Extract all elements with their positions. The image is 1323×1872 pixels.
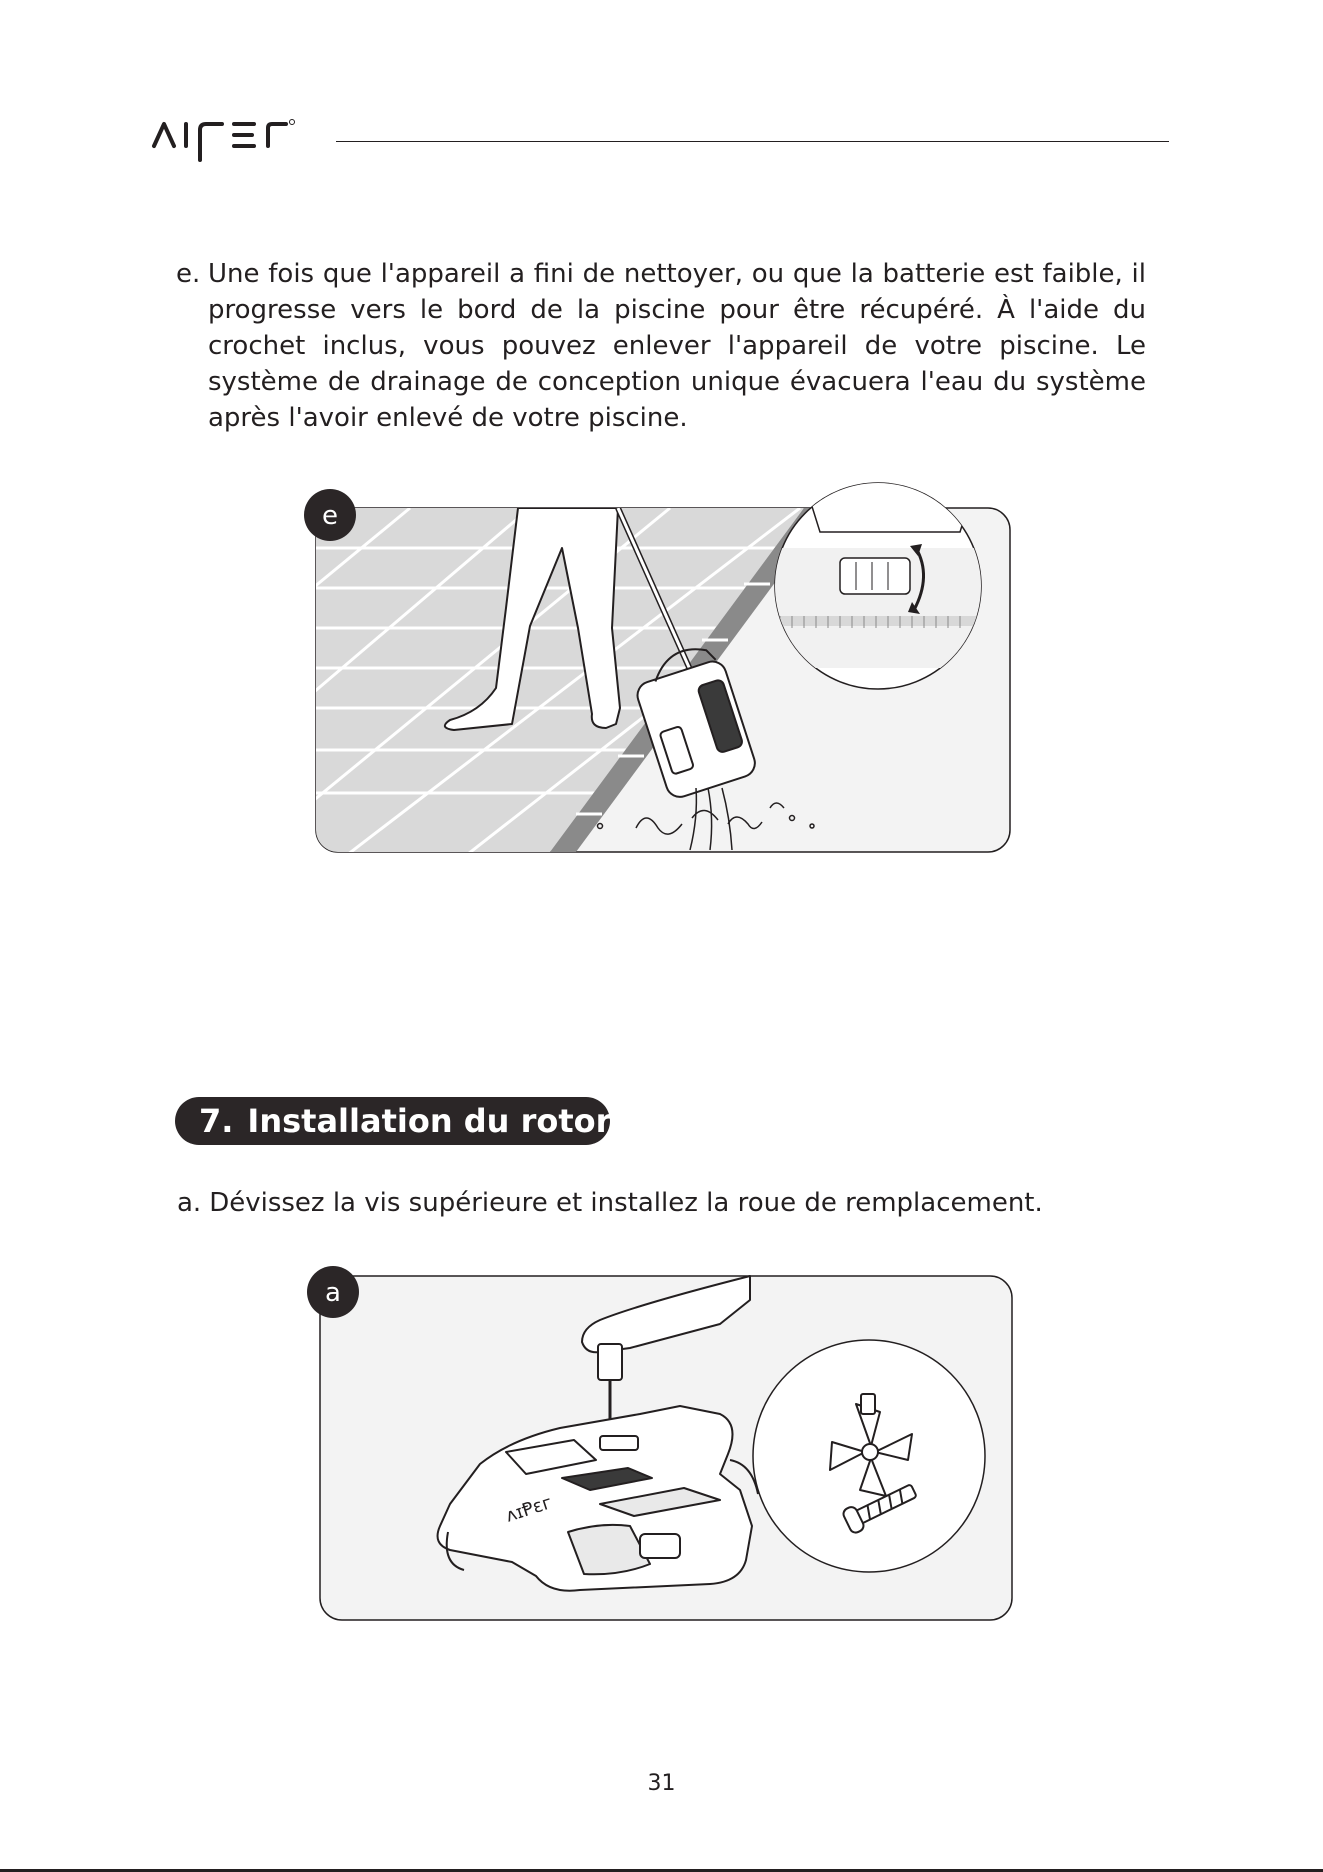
header-rule xyxy=(336,141,1169,142)
step-a-text: Dévissez la vis supérieure et installez la roue de remplacement. xyxy=(209,1188,1043,1218)
brand-logo-mark xyxy=(150,116,320,168)
page-number: 31 xyxy=(647,1771,676,1796)
section-heading-rotor xyxy=(175,1097,610,1145)
section-number: 7. xyxy=(199,1102,234,1140)
step-e-text: Une fois que l'appareil a fini de nettoyer, ou que la batterie est faible, il progresse vers le bord de la piscine pour être récupéré. À l'aide du crochet inclus, vous pouvez enlever l'appareil de votre piscine. Le système de drainage de conception unique évacuera l'eau du système après l'avoir enlevé de votre piscine. xyxy=(208,259,1146,433)
figure-e-badge xyxy=(304,489,356,541)
figure-e-badge-label: e xyxy=(322,501,338,531)
step-e-marker: e. xyxy=(176,259,201,289)
figure-retrieval-illustration xyxy=(300,488,1020,858)
figure-a-badge-label: a xyxy=(325,1278,341,1308)
robot-logo-text: ʌɪⱣεг xyxy=(503,1492,555,1527)
figure-a-badge xyxy=(307,1266,359,1318)
step-e-paragraph xyxy=(176,256,1146,436)
step-a-marker: a. xyxy=(177,1188,202,1218)
section-title: Installation du rotor xyxy=(247,1102,612,1140)
brand-logo xyxy=(150,116,320,168)
figure-rotor-illustration xyxy=(300,1264,1020,1626)
step-a-paragraph xyxy=(177,1185,1177,1221)
